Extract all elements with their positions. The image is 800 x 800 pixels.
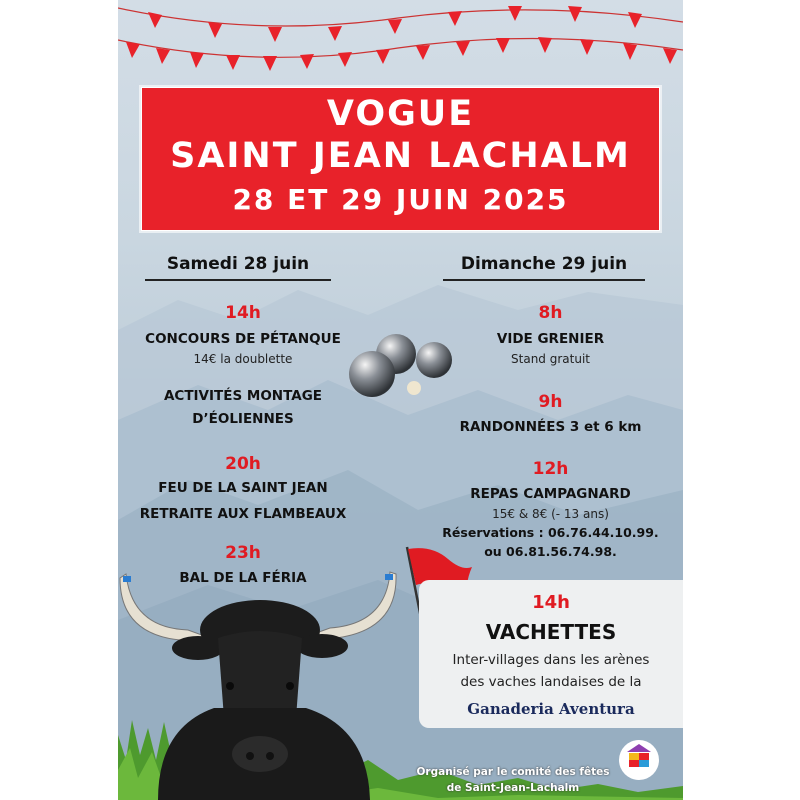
- sat-time-20h: 20h: [225, 454, 261, 474]
- organizer-line-1: Organisé par le comité des fêtes: [416, 766, 610, 778]
- randonnees: RANDONNÉES 3 et 6 km: [459, 419, 642, 435]
- vachettes-desc-1: Inter-villages dans les arènes: [452, 652, 650, 668]
- sun-time-8h: 8h: [538, 303, 563, 323]
- reservations-phone-2: ou 06.81.56.74.98.: [484, 544, 617, 559]
- petanque-price: 14€ la doublette: [193, 352, 293, 366]
- repas-price: 15€ & 8€ (- 13 ans): [492, 507, 609, 521]
- reservations-phone-1: Réservations : 06.76.44.10.99.: [442, 525, 659, 540]
- comite-logo: [619, 740, 659, 780]
- bal-feria: BAL DE LA FÉRIA: [179, 570, 307, 586]
- event-location: SAINT JEAN LACHALM: [170, 136, 631, 176]
- repas-campagnard: REPAS CAMPAGNARD: [470, 486, 631, 502]
- vachettes-desc-2: des vaches landaises de la: [460, 674, 642, 690]
- vide-grenier-info: Stand gratuit: [511, 352, 590, 366]
- bull-illustration: [118, 568, 408, 800]
- organizer-line-2: de Saint-Jean-Lachalm: [446, 782, 580, 794]
- sat-time-23h: 23h: [225, 543, 261, 563]
- sunday-label: Dimanche 29 juin: [460, 254, 628, 274]
- feu-saint-jean: FEU DE LA SAINT JEAN: [158, 480, 328, 496]
- vide-grenier: VIDE GRENIER: [496, 331, 605, 347]
- organizer-credit: [388, 764, 638, 796]
- ganaderia-name: Ganaderia Aventura: [467, 700, 635, 718]
- petanque-title: CONCOURS DE PÉTANQUE: [145, 331, 341, 347]
- sun-time-12h: 12h: [532, 459, 569, 479]
- title-banner: [141, 87, 660, 231]
- bunting-flags: [118, 0, 683, 80]
- event-dates: 28 ET 29 JUIN 2025: [232, 183, 569, 216]
- vachettes-title: VACHETTES: [485, 620, 617, 644]
- sun-time-9h: 9h: [538, 392, 563, 412]
- sunday-header: [443, 254, 645, 281]
- saturday-header: [145, 254, 331, 281]
- vachettes-box: [419, 580, 683, 728]
- eoliennes-line2: D’ÉOLIENNES: [192, 411, 294, 427]
- saturday-label: Samedi 28 juin: [166, 254, 310, 274]
- retraite-flambeaux: RETRAITE AUX FLAMBEAUX: [139, 506, 347, 522]
- comite-logo-icon: [619, 740, 659, 780]
- event-title: VOGUE: [326, 94, 475, 134]
- eoliennes-line1: ACTIVITÉS MONTAGE: [163, 388, 323, 404]
- sat-time-14h: 14h: [225, 303, 261, 323]
- vachettes-time: 14h: [532, 592, 570, 613]
- poster: [118, 0, 683, 800]
